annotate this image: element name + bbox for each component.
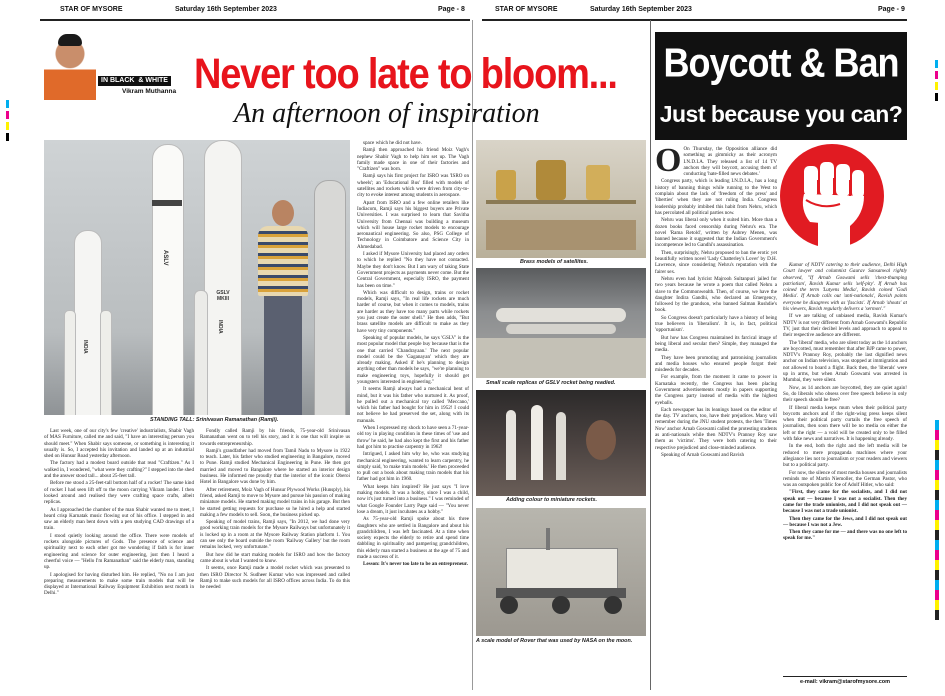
rocket-label-4: INDIA	[217, 320, 223, 334]
ed-col1-para: Congress party, which is leading I.N.D.I.A., has a long history of banning things while running to the West to complain about the lack of 'freedom of the press' and 'liberties' when they are not ruling India. Congress leadership probably imbibed this habit from Nehru, which has percolated all political parties now.	[655, 178, 777, 216]
col1-para: Before me stood a 25-feet-tall bottom half of a rocket! The same kind of rocket I had seen lift off to the moon carrying Vikram lander. I then looked around and realised they were crafting space crafts, albeit replicas.	[44, 480, 194, 506]
ed-col2-para: Kumar of NDTV catering to their audience, Delhi High Court lawyer and columnist Gaurav Sansanwal rightly observed, "If Arnab Goswami sells 'chest-thumping patriotism', Ravish Kumar sells 'self-pity'. If Arnab has coined the term 'Lutyens Media', Ravish coined 'Godi Media'. If Arnab calls out 'anti-nationals', Ravish paints everyone he disagrees with as 'fascists'. If Arnab 'shouts' at his viewers, Ravish regularly delivers a 'sermon'."	[783, 262, 907, 313]
gslv-photo-caption: Small scale replicas of GSLV rocket being readied.	[486, 380, 616, 386]
ed-col1-para	[655, 146, 777, 177]
main-photo-caption: STANDING TALL: Srinivasan Ramanathan (Ramji).	[150, 417, 279, 423]
drop-cap: O	[655, 146, 682, 179]
col2-para: It seems, once Ramji made a model rocket which was presented to then ISRO Director N. Sudheer Kumar who was impressed and called Ramji to make such models for all ISRO offices across India. To do this he needed	[200, 565, 350, 591]
ed-col2-para: For now, the silence of most media houses and journalists reminds me of Martin Niemoller, the German Pastor, who was an outspoken public foe of Adolf Hitler, who said:	[783, 469, 907, 489]
col3-para: Ramji says his first project for ISRO was 'ISRO on wheels'; an 'Educational Bus' filled with models of satellites and rockets which were driven from city-to-city to evoke interest among students in aerospace.	[357, 173, 469, 199]
rocket-label-2: ASLV	[162, 250, 168, 266]
ed-col1-para: Nehru even had lyricist Majrooh Sultanpuri jailed for two years because he wrote a poem that called Nehru a slave to the Commonwealth. Then, of course, we have the daughter Indira Gandhi, who declared an Emergency, followed by the grandson, who banned Salman Rushdie's book.	[655, 275, 777, 314]
registration-strip-bottom	[935, 420, 939, 620]
right-date: Saturday 16th September 2023	[590, 6, 692, 13]
col2-para: After retirement, Moiz Vagh of Hunsur Plywood Works (Hunsply), his friend, asked Ramji to move to Mysore and pursue his passion of making miniature models. He started making model trains in his garage. But then he started getting requests for purchase so he hired a help and started making a few models to sell. Soon, the business picked up.	[200, 486, 350, 518]
left-date: Saturday 16th September 2023	[175, 6, 277, 13]
column-label-1: IN BLACK	[101, 77, 135, 84]
col3-para: When I expressed my shock to have seen a 71-year-old toy in playing condition in these times of 'use and throw' he said, he had also kept the first and his father had got him to practise carpentry in 1962!	[357, 425, 469, 450]
email-rule	[783, 676, 907, 677]
ed-col1-para: Speaking of Arnab Goswami and Ravish	[661, 451, 745, 458]
ed-col2-para: If liberal media keeps mum when their political party boycotts anchors and if the right-wing press keeps silent when their political party curtails the free speech of journalists, then soon there will be no media on either the left or the right — a void will be created only to be filled with fake news and narratives. It is happening already.	[783, 404, 907, 443]
column-label-2: & WHITE	[138, 77, 168, 84]
col2-para: But how did he start making models for ISRO and how the factory came about is what I wanted to know.	[200, 551, 350, 564]
rover-model-photo	[476, 508, 646, 636]
author-photo	[44, 32, 96, 100]
colouring-rockets-photo	[476, 390, 646, 496]
registration-marks-left	[6, 100, 9, 144]
editorial-subtitle: Just because you can?	[659, 101, 903, 127]
ed-col1-para: But how has Congress maintained its farcical image of being liberal and secular then? Simple, they managed the media.	[655, 334, 777, 354]
col3-para: It seems Ramji always had a mechanical bent of mind, but it was his father who nurtured it. As proof, he pulled out a mechanical toy called 'Meccano,' which his father had bought for him in 1952! I could not believe he had preserved the set, along with its manuals.	[357, 386, 469, 424]
header-rule-right	[482, 19, 907, 21]
col1-para: Last week, one of our city's few 'creative' industrialists, Shabir Vagh of MAS Furniture, called me and said, "I have an interesting person you should meet." When Shabir says someone, or something is interesting it usually is. So, I accepted his invitation and landed up at an industrial shed on Hunsur Road yesterday afternoon.	[44, 428, 194, 460]
ed-col2-para: The 'liberal' media, who are silent today as the 14 anchors are boycotted, must remember that after BJP came to power, NDTV's Prannoy Roy, probably the last dignified news anchor on Indian television, was stopped at immigration and not allowed to board a flight. Back then, the 'liberals' were up in arms, but when Arnab Goswami was arrested in Mumbai, they were silent.	[783, 339, 907, 384]
col3-para: Apart from ISRO and a few online retailers like Indiacom, Ramji says his biggest buyers are Private Universities. I was surprised to learn that Savitha University from Chennai was building a museum which will house large rocket models to encourage aeronautical engineering. So also, PSG College of Technology in Coimbatore and Science City in Ahmedabad.	[357, 199, 469, 250]
ed-col1-para: So Congress doesn't particularly have a history of being true believers in 'liberalism'. It is, in fact, political 'opportunism'.	[655, 314, 777, 334]
ed-col1-para: Each newspaper has its leanings based on the editor of the day. TV anchors, too, have their prejudices. Many will remember during the JNU student protests, the then 'Times Now' anchor Arnab Goswami called the protesting students as anti-nationals while then NDTV's Prannoy Roy saw them as 'victims'. They were both catering to their respective prejudiced and close-minded audience.	[655, 406, 777, 451]
col3-para: I asked if Mysore University had placed any orders to which he replied "No they have not contacted. Maybe they don't know. But I am wary of taking State Government projects as payments never come. But the Central Government, especially ISRO, the payment has been on time."	[357, 251, 469, 289]
ed-col2-para: "First, they came for the socialists, and I did not speak out — because I was not a socialist. Then they came for the trade unionists, and I did not speak out — because I was not a trade unionist.	[783, 489, 907, 515]
colour-photo-caption: Adding colour to miniature rockets.	[506, 497, 598, 503]
article-column-2	[200, 428, 350, 690]
col3-para: Intrigued, I asked him why he, who was studying mechanical engineering, wanted to learn carpentry, he simply said, 'to make train models.' He then proceeded to pull out a book about making train models that his father had got him in 1960.	[357, 451, 469, 483]
left-paper-name: STAR OF MYSORE	[60, 6, 123, 13]
editorial-column-2	[783, 262, 907, 674]
ed-col1-para: They have been promoting and patronising journalists and media houses who ensured people forgot their misdeeds for decades.	[655, 354, 777, 374]
article-column-3	[357, 140, 469, 690]
editorial-column-1	[655, 146, 777, 690]
col3-para: space which he did not have.	[363, 140, 422, 146]
ed-col1-lead: On Thursday, the Opposition alliance did something as gimmicky as their acronym I.N.D.I.A. They released a list of 14 TV anchors they will boycott, accusing them of conducting 'hate-filled news debates.'	[683, 146, 777, 178]
left-page-number: Page - 8	[438, 6, 465, 13]
ed-col2-para: In the end, both the right and the left media will be reduced to mere propaganda machines where your allegiance lies not to journalism or your readers and viewers but to a political party.	[783, 443, 907, 469]
col1-para: I stood quietly looking around the office. There were models of rockets alongside pictures of Gods. The presence of science and spirituality next to each other got me wondering if faith is for inner engineering and science for outer engineering, just then I heard a cheerful voice — "Hello I'm Ramanathan" said the elderly man, standing up.	[44, 532, 194, 571]
rover-photo-caption: A scale model of Rover that was used by NASA on the moon.	[476, 638, 633, 644]
author-name: Vikram Muthanna	[122, 88, 177, 95]
right-paper-name: STAR OF MYSORE	[495, 6, 558, 13]
editorial-banner	[655, 32, 907, 140]
ed-col2-para: If we are talking of unbiased media, Ravish Kumar's NDTV is not very different from Arnab Goswami's Republic TV, just that their decibel levels and approach to appeal to their respective audience are different.	[783, 313, 907, 339]
rocket-label-3: GSLV MKIII	[216, 290, 230, 302]
col3-para: What keeps him inspired? He just says "I love making models. It was a hobby, since I was a child, now it's just turned into a business." I was reminded of what Google Founder Larry Page said — "You never lose a dream, it just incubates as a hobby."	[357, 483, 469, 515]
raised-fist-emblem	[760, 140, 905, 260]
article-headline: Never too late to bloom...	[194, 51, 617, 99]
header-rule-left	[40, 19, 470, 21]
column-badge	[98, 76, 171, 86]
editor-email: e-mail: vikram@starofmysore.com	[800, 679, 891, 685]
col1-para: As I approached the chamber of the man Shabir wanted me to meet, I heard crisp Karnatak music flowing out of his office. I stepped in and saw an elderly man bent down with a pen studying CAD drawings of a train.	[44, 506, 194, 532]
col2-para: Ramji's grandfather had moved from Tamil Nadu to Mysore in 1922 to teach. Later, his father who studied engineering in Bangalore, moved to Pune. Ramji studied Mechanical Engineering in Pune. He then got married and moved to Bangalore where he started an interior design business. He informed me proudly that the interior of the iconic Oberoi Hotel in Bangalore was done by him.	[200, 447, 350, 486]
col2-para: Fondly called Ramji by his friends, 75-year-old Srinivasan Ramanathan went on to tell his story, and it is one that will inspire us towards entrepreneurship.	[200, 428, 350, 447]
ed-col1-para: For example, from the moment it came to power in Karnataka recently, the Congress has been placing Government advertisements mostly in papers supporting the Congress party instead of media with the highest eyeballs.	[655, 374, 777, 406]
col1-para: I apologised for having disturbed him. He replied, "No no I am just preparing measurements to make some train models that will be displayed at International Railway Equipment Exhibition next month in Delhi."	[44, 571, 194, 597]
col1-para: The factory had a modest board outside that read "Craftizen." As I walked in, I wondered, "what were they crafting?" I stepped into the shed and the answer stood tall... about 25-feet tall.	[44, 460, 194, 480]
col3-para: Speaking of popular models, he says 'GSLV' is the most popular model that people buy because that is the one that carried 'Chandrayaan.' The next popular model could be the 'Gaganayan' which they are already making. Asked if he's planning to design anything other than models he says, "we're planning to make engineering toys, hopefully it should get youngsters interested in engineering."	[357, 334, 469, 385]
ed-col2-para: Now, as 14 anchors are boycotted, they are quiet again! So, do liberals who obsess over free speech believe in only their speech should be free?	[783, 384, 907, 404]
col3-para: Which was difficult to design, trains or rocket models, Ramji says, "In real life rockets are much harder of course, but when it comes to models, trains are harder as they have too many parts while rockets you just create the outer shell." He then adds, "But brass satellite models are difficult to make as they have very tiny components."	[357, 289, 469, 334]
registration-marks-right	[935, 60, 938, 104]
ed-col1-para: Nehru was liberal only when it suited him. More than a dozen books faced censorship during Nehru's era. The novel 'Rama Retold', written by Aubrey Menen, was banned because it suggested that the Indian Government's incompetence led to Gandhi's assassination.	[655, 217, 777, 249]
rocket-label-1: INDIA	[82, 340, 88, 354]
gslv-replicas-photo	[476, 268, 646, 378]
editorial-title: Boycott & Ban	[663, 39, 899, 86]
article-column-1	[44, 428, 194, 690]
right-page-number: Page - 9	[878, 6, 905, 13]
ed-col1-para: Then, surprisingly, Nehru proposed to ban the erotic yet beautifully written novel 'Lady Chatterley's Lover' by D.H. Lawrence, since considering Nehru's reputation with the fairer sex.	[655, 249, 777, 275]
brass-photo-caption: Brass models of satellites.	[520, 259, 589, 265]
ed-col2-para: Then they came for the Jews, and I did not speak out — because I was not a Jew.	[783, 515, 907, 528]
col3-para: Lesson: It's never too late to be an entrepreneur.	[363, 561, 468, 568]
brass-satellites-photo	[476, 140, 646, 258]
col2-para: Speaking of model trains, Ramji says, "In 2012, we had done very good working train models for the Mysore Railways but unfortunately it is locked up in a room at the Mysore Railway Station platform 1. You can see only the board outside the room 'Railway Gallery' but the room remains locked, very unfortunate."	[200, 519, 350, 551]
article-subheadline: An afternoon of inspiration	[234, 98, 540, 129]
main-photo	[44, 140, 350, 415]
editorial-divider	[650, 20, 651, 690]
col3-para: Ramji then approached his friend Moiz Vagh's nephew Shabir Vagh to help him set up. The Vagh family made space in one of their factories and "Craftizen" was born.	[357, 147, 469, 173]
ed-col2-para: Then they came for me — and there was no one left to speak for me."	[783, 529, 907, 542]
col3-para: As 75-year-old Ramji spoke about his three daughters who are settled in Bangalore and about his grandchildren, I was left fascinated. At a time when society expects the elderly to retire and spend time dabbling in spirituality and pampering grandchildren, this elderly man started a business at the age of 75 and made a success of it.	[357, 516, 469, 560]
